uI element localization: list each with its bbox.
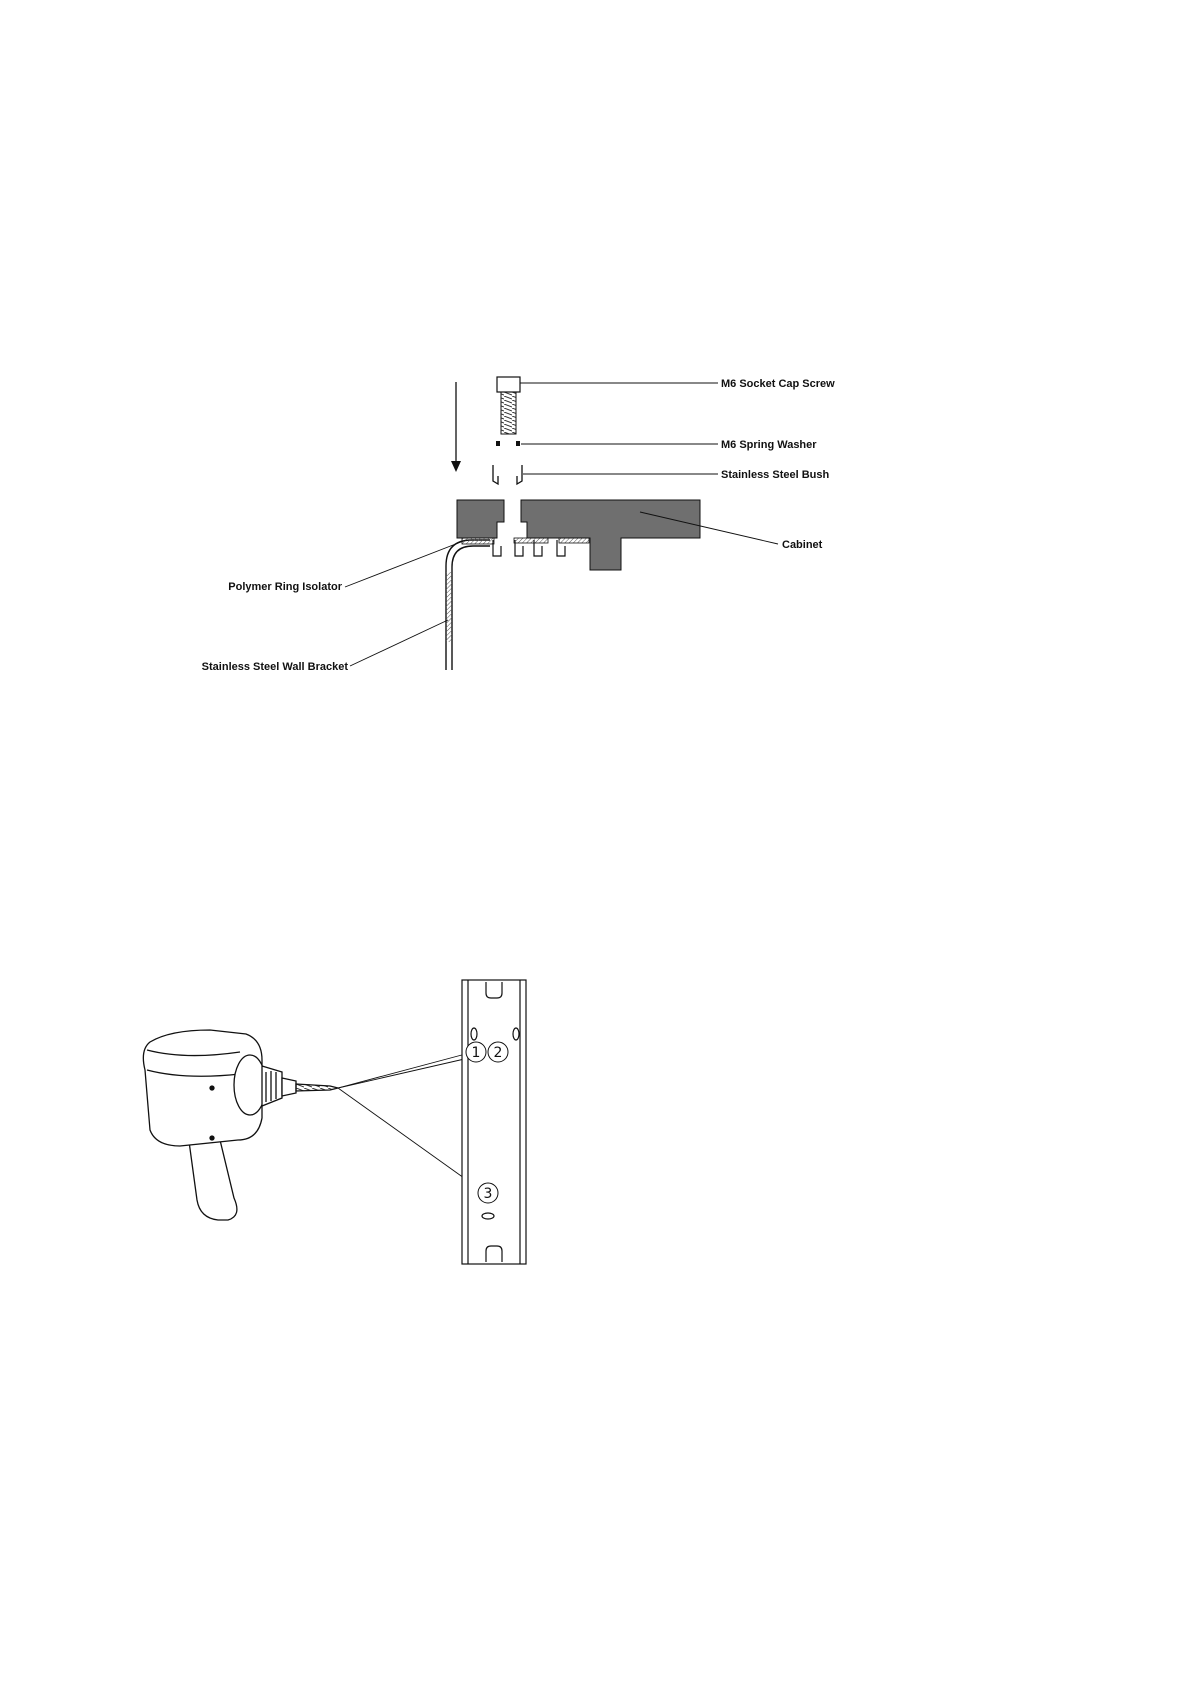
- label-socket-cap-screw: M6 Socket Cap Screw: [721, 378, 835, 390]
- callout-1: [466, 1042, 486, 1062]
- label-cabinet: Cabinet: [782, 539, 823, 551]
- down-arrow-icon: [451, 382, 461, 472]
- socket-cap-screw: [497, 377, 520, 434]
- label-stainless-steel-bush: Stainless Steel Bush: [721, 469, 830, 481]
- callout-1-number: 1: [471, 1045, 481, 1061]
- label-spring-washer: M6 Spring Washer: [721, 439, 817, 451]
- label-wall-bracket: Stainless Steel Wall Bracket: [201, 661, 348, 673]
- cabinet-section: [457, 500, 700, 570]
- callout-2: [488, 1042, 508, 1062]
- stainless-steel-bush: [493, 465, 522, 484]
- callout-2-number: 2: [493, 1045, 503, 1061]
- wall-bracket: [446, 538, 494, 670]
- mounting-section-figure: [202, 377, 835, 673]
- spring-washer: [496, 441, 520, 446]
- callout-3-number: 3: [483, 1186, 493, 1202]
- callout-3: [478, 1183, 498, 1203]
- drilling-figure: [143, 980, 526, 1264]
- wall-bracket-front-view: [462, 980, 526, 1264]
- power-drill-icon: [143, 1030, 338, 1220]
- label-polymer-ring-isolator: Polymer Ring Isolator: [228, 581, 342, 593]
